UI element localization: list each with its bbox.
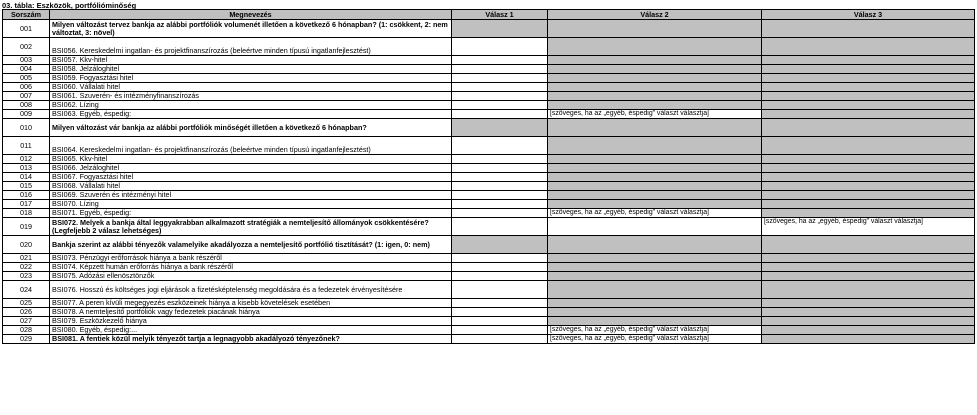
answer-2-cell <box>548 182 762 191</box>
row-number: 027 <box>3 317 50 326</box>
row-number: 021 <box>3 254 50 263</box>
row-label: BSI070. Lízing <box>50 200 452 209</box>
answer-1-cell[interactable] <box>452 254 548 263</box>
row-label: BSI072. Melyek a bankja által leggyakrabban alkalmazott stratégiák a nemteljesítő állományok csökkentésére? (Legfeljebb 2 válasz lehetséges) <box>50 218 452 236</box>
row-number: 022 <box>3 263 50 272</box>
row-label: BSI075. Adózási ellenösztönzők <box>50 272 452 281</box>
answer-2-cell <box>548 20 762 38</box>
row-number: 019 <box>3 218 50 236</box>
answer-3-cell <box>762 92 975 101</box>
answer-1-cell[interactable] <box>452 326 548 335</box>
answer-3-cell <box>762 263 975 272</box>
row-label: BSI076. Hosszú és költséges jogi eljárások a fizetésképtelenség megoldására és a fedezetek érvényesítésére <box>50 281 452 299</box>
answer-1-cell[interactable] <box>452 272 548 281</box>
table-title: 03. tábla: Eszközök, portfólióminőség <box>2 1 137 10</box>
table-row <box>3 218 975 236</box>
table-row <box>3 272 975 281</box>
row-label: BSI069. Szuverén és intézményi hitel <box>50 191 452 200</box>
table-row <box>3 317 975 326</box>
row-number: 004 <box>3 65 50 74</box>
answer-2-cell[interactable]: [szöveges, ha az „egyéb, éspedig” választ választja] <box>548 209 762 218</box>
row-number: 009 <box>3 110 50 119</box>
answer-1-cell <box>452 236 548 254</box>
row-label: BSI071. Egyéb, éspedig: <box>50 209 452 218</box>
answer-2-cell <box>548 101 762 110</box>
answer-2-cell <box>548 236 762 254</box>
answer-3-cell <box>762 281 975 299</box>
table-row <box>3 299 975 308</box>
row-number: 023 <box>3 272 50 281</box>
row-number: 015 <box>3 182 50 191</box>
row-label: BSI062. Lízing <box>50 101 452 110</box>
answer-3-cell <box>762 200 975 209</box>
answer-3-cell <box>762 83 975 92</box>
answer-3-cell <box>762 101 975 110</box>
row-label: BSI056. Kereskedelmi ingatlan- és projektfinanszírozás (beleértve minden típusú ingatlanfejlesztést) <box>50 38 452 56</box>
table-row <box>3 281 975 299</box>
table-row <box>3 191 975 200</box>
answer-1-cell[interactable] <box>452 317 548 326</box>
table-row <box>3 92 975 101</box>
row-number: 007 <box>3 92 50 101</box>
row-label: BSI065. Kkv-hitel <box>50 155 452 164</box>
row-number: 014 <box>3 173 50 182</box>
answer-1-cell[interactable] <box>452 74 548 83</box>
answer-1-cell[interactable] <box>452 38 548 56</box>
answer-1-cell[interactable] <box>452 137 548 155</box>
answer-2-cell <box>548 92 762 101</box>
answer-3-cell <box>762 254 975 263</box>
row-number: 029 <box>3 335 50 344</box>
table-row <box>3 137 975 155</box>
table-row <box>3 200 975 209</box>
answer-1-cell[interactable] <box>452 191 548 200</box>
answer-1-cell <box>452 119 548 137</box>
answer-2-cell[interactable] <box>548 218 762 236</box>
answer-3-cell <box>762 335 975 344</box>
answer-1-cell[interactable] <box>452 155 548 164</box>
table-row <box>3 110 975 119</box>
row-label: BSI066. Jelzáloghitel <box>50 164 452 173</box>
answer-3-cell <box>762 317 975 326</box>
row-label: BSI063. Egyéb, éspedig: <box>50 110 452 119</box>
answer-1-cell[interactable] <box>452 299 548 308</box>
table-body <box>3 20 975 344</box>
answer-3-cell <box>762 164 975 173</box>
answer-2-cell <box>548 299 762 308</box>
answer-3-cell <box>762 119 975 137</box>
answer-1-cell[interactable] <box>452 263 548 272</box>
answer-3-cell <box>762 191 975 200</box>
answer-1-cell[interactable] <box>452 200 548 209</box>
answer-1-cell[interactable] <box>452 56 548 65</box>
row-number: 008 <box>3 101 50 110</box>
answer-2-cell[interactable]: [szöveges, ha az „egyéb, éspedig” választ választja] <box>548 110 762 119</box>
answer-1-cell[interactable] <box>452 218 548 236</box>
row-number: 001 <box>3 20 50 38</box>
header-valasz-3: Válasz 3 <box>762 10 975 20</box>
row-label: BSI060. Vállalati hitel <box>50 83 452 92</box>
answer-3-cell <box>762 236 975 254</box>
answer-1-cell[interactable] <box>452 110 548 119</box>
answer-1-cell[interactable] <box>452 335 548 344</box>
row-number: 025 <box>3 299 50 308</box>
answer-3-cell <box>762 272 975 281</box>
answer-2-cell <box>548 191 762 200</box>
table-row <box>3 254 975 263</box>
answer-2-cell <box>548 173 762 182</box>
answer-3-cell <box>762 65 975 74</box>
row-label: BSI080. Egyéb, éspedig:... <box>50 326 452 335</box>
table-row <box>3 335 975 344</box>
row-number: 028 <box>3 326 50 335</box>
row-number: 012 <box>3 155 50 164</box>
table-row <box>3 173 975 182</box>
table-row <box>3 326 975 335</box>
row-label: BSI078. A nemteljesítő portfóliók vagy fedezetek piacának hiánya <box>50 308 452 317</box>
row-label: BSI081. A fentiek közül melyik tényezőt tartja a legnagyobb akadályozó tényezőnek? <box>50 335 452 344</box>
table-row <box>3 56 975 65</box>
answer-1-cell <box>452 20 548 38</box>
answer-2-cell <box>548 308 762 317</box>
row-label: BSI058. Jelzáloghitel <box>50 65 452 74</box>
row-number: 016 <box>3 191 50 200</box>
answer-3-cell <box>762 155 975 164</box>
row-label: Milyen változást tervez bankja az alábbi portfóliók volumenét illetően a következő 6 hónapban? (1: csökkent, 2: nem változtat, 3: növel) <box>50 20 452 38</box>
header-valasz-1: Válasz 1 <box>452 10 548 20</box>
header-sorszam: Sorszám <box>3 10 50 20</box>
header-row <box>3 10 975 20</box>
table-row <box>3 164 975 173</box>
answer-2-cell <box>548 56 762 65</box>
answer-2-cell <box>548 263 762 272</box>
answer-1-cell[interactable] <box>452 92 548 101</box>
row-label: BSI073. Pénzügyi erőforrások hiánya a bank részéről <box>50 254 452 263</box>
answer-3-cell <box>762 299 975 308</box>
answer-2-cell <box>548 83 762 92</box>
answer-3-cell <box>762 74 975 83</box>
answer-2-cell <box>548 137 762 155</box>
answer-1-cell[interactable] <box>452 101 548 110</box>
answer-2-cell <box>548 65 762 74</box>
table-row <box>3 65 975 74</box>
answer-3-cell[interactable]: [szöveges, ha az „egyéb, éspedig” választ választja] <box>762 218 975 236</box>
table-row <box>3 263 975 272</box>
row-number: 018 <box>3 209 50 218</box>
answer-3-cell <box>762 173 975 182</box>
row-number: 026 <box>3 308 50 317</box>
answer-2-cell <box>548 254 762 263</box>
row-label: BSI067. Fogyasztási hitel <box>50 173 452 182</box>
row-number: 010 <box>3 119 50 137</box>
answer-1-cell[interactable] <box>452 308 548 317</box>
row-number: 002 <box>3 38 50 56</box>
row-label: BSI077. A peren kívüli megegyezés eszközeinek hiánya a kisebb követelések esetében <box>50 299 452 308</box>
answer-3-cell <box>762 110 975 119</box>
row-number: 003 <box>3 56 50 65</box>
table-row <box>3 308 975 317</box>
header-megnevezes: Megnevezés <box>50 10 452 20</box>
answer-2-cell <box>548 164 762 173</box>
table-row <box>3 101 975 110</box>
table-row <box>3 182 975 191</box>
row-label: BSI057. Kkv-hitel <box>50 56 452 65</box>
row-label: Milyen változást vár bankja az alábbi portfóliók minőségét illetően a következő 6 hónapban? <box>50 119 452 137</box>
row-label: Bankja szerint az alábbi tényezők valamelyike akadályozza a nemteljesítő portfólió tisztítását? (1: igen, 0: nem) <box>50 236 452 254</box>
answer-3-cell <box>762 308 975 317</box>
row-number: 020 <box>3 236 50 254</box>
table-row <box>3 38 975 56</box>
row-number: 006 <box>3 83 50 92</box>
row-number: 017 <box>3 200 50 209</box>
table-row <box>3 155 975 164</box>
header-valasz-2: Válasz 2 <box>548 10 762 20</box>
answer-1-cell[interactable] <box>452 83 548 92</box>
survey-table <box>2 9 975 344</box>
answer-2-cell[interactable]: [szöveges, ha az „egyéb, éspedig” választ választja] <box>548 326 762 335</box>
row-number: 011 <box>3 137 50 155</box>
row-label: BSI074. Képzett humán erőforrás hiánya a bank részéről <box>50 263 452 272</box>
answer-2-cell <box>548 272 762 281</box>
answer-1-cell[interactable] <box>452 173 548 182</box>
answer-3-cell <box>762 182 975 191</box>
answer-2-cell <box>548 317 762 326</box>
answer-2-cell <box>548 38 762 56</box>
answer-1-cell[interactable] <box>452 65 548 74</box>
answer-1-cell[interactable] <box>452 164 548 173</box>
table-row <box>3 236 975 254</box>
table-row <box>3 119 975 137</box>
answer-3-cell <box>762 38 975 56</box>
row-number: 005 <box>3 74 50 83</box>
answer-2-cell <box>548 119 762 137</box>
answer-3-cell <box>762 209 975 218</box>
answer-3-cell <box>762 137 975 155</box>
answer-1-cell[interactable] <box>452 209 548 218</box>
row-label: BSI059. Fogyasztási hitel <box>50 74 452 83</box>
table-row <box>3 20 975 38</box>
answer-1-cell[interactable] <box>452 281 548 299</box>
answer-1-cell[interactable] <box>452 182 548 191</box>
table-row <box>3 83 975 92</box>
answer-3-cell <box>762 326 975 335</box>
table-row <box>3 74 975 83</box>
table-row <box>3 209 975 218</box>
answer-3-cell <box>762 20 975 38</box>
row-label: BSI061. Szuverén- és intézményfinanszírozás <box>50 92 452 101</box>
answer-2-cell[interactable]: [szöveges, ha az „egyéb, éspedig” választ választja] <box>548 335 762 344</box>
row-label: BSI068. Vállalati hitel <box>50 182 452 191</box>
answer-3-cell <box>762 56 975 65</box>
row-label: BSI064. Kereskedelmi ingatlan- és projektfinanszírozás (beleértve minden típusú ingatlanfejlesztést) <box>50 137 452 155</box>
answer-2-cell <box>548 155 762 164</box>
row-label: BSI079. Eszközkezelő hiánya <box>50 317 452 326</box>
answer-2-cell <box>548 200 762 209</box>
answer-2-cell <box>548 74 762 83</box>
row-number: 013 <box>3 164 50 173</box>
row-number: 024 <box>3 281 50 299</box>
answer-2-cell <box>548 281 762 299</box>
